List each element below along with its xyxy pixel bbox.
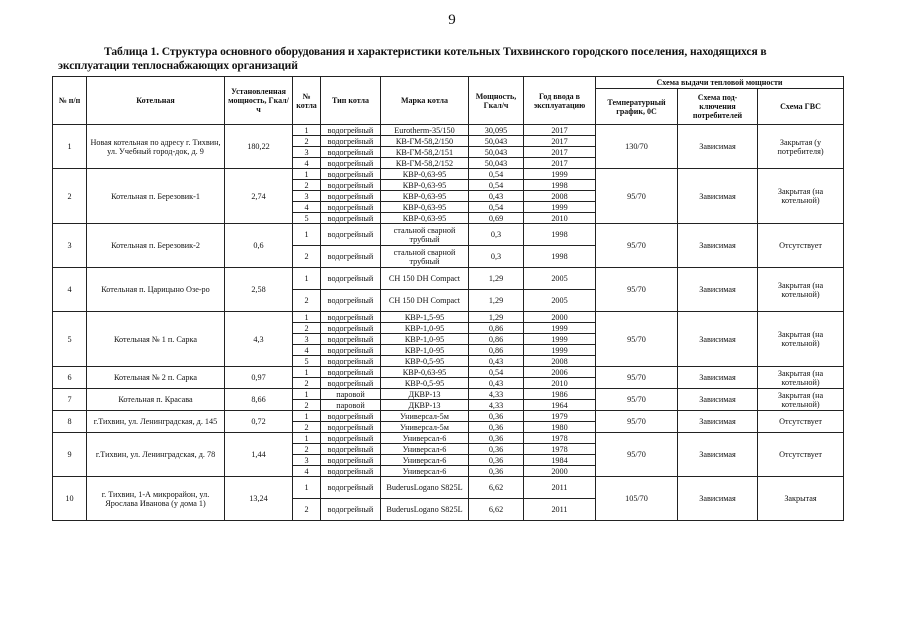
boiler-brand: КВР-1,0-95 <box>381 345 469 356</box>
table-caption <box>58 45 888 73</box>
boiler-year: 1999 <box>524 323 596 334</box>
row-num: 5 <box>53 312 87 367</box>
boiler-year: 1999 <box>524 202 596 213</box>
boiler-brand: BuderusLogano S825L <box>381 499 469 521</box>
boiler-num: 4 <box>293 202 321 213</box>
boiler-power: 6,62 <box>469 499 524 521</box>
boiler-power: 0,43 <box>469 356 524 367</box>
connection-scheme: Зависимая <box>678 125 758 169</box>
header-connection-scheme: Схема под-ключения потребителей <box>678 89 758 125</box>
boiler-power: 0,54 <box>469 202 524 213</box>
boiler-power: 1,29 <box>469 268 524 290</box>
connection-scheme: Зависимая <box>678 477 758 521</box>
connection-scheme: Зависимая <box>678 268 758 312</box>
boiler-type: водогрейный <box>321 334 381 345</box>
installed-power: 8,66 <box>225 389 293 411</box>
boiler-year: 2017 <box>524 125 596 136</box>
boiler-num: 2 <box>293 400 321 411</box>
boiler-type: водогрейный <box>321 213 381 224</box>
boiler-brand: Универсал-6 <box>381 455 469 466</box>
boiler-num: 4 <box>293 345 321 356</box>
boiler-type: паровой <box>321 400 381 411</box>
boiler-type: водогрейный <box>321 202 381 213</box>
installed-power: 2,74 <box>225 169 293 224</box>
boiler-brand: КВР-0,63-95 <box>381 213 469 224</box>
table-body <box>53 125 844 521</box>
table-row <box>53 367 844 378</box>
boiler-year: 2005 <box>524 290 596 312</box>
header-boiler-num: № котла <box>293 77 321 125</box>
hot-water-scheme: Закрытая (на котельной) <box>758 268 844 312</box>
boiler-num: 2 <box>293 444 321 455</box>
boiler-num: 1 <box>293 169 321 180</box>
temp-schedule: 95/70 <box>596 411 678 433</box>
boiler-brand: ДКВР-13 <box>381 400 469 411</box>
boiler-power: 0,86 <box>469 334 524 345</box>
boiler-num: 1 <box>293 389 321 400</box>
boiler-brand: КВР-1,0-95 <box>381 334 469 345</box>
boiler-year: 2008 <box>524 191 596 202</box>
connection-scheme: Зависимая <box>678 312 758 367</box>
boiler-brand: CH 150 DH Compact <box>381 290 469 312</box>
boiler-type: водогрейный <box>321 367 381 378</box>
boiler-brand: КВР-0,63-95 <box>381 202 469 213</box>
boiler-num: 4 <box>293 466 321 477</box>
row-num: 7 <box>53 389 87 411</box>
boiler-num: 3 <box>293 147 321 158</box>
boiler-num: 5 <box>293 213 321 224</box>
boiler-year: 2011 <box>524 477 596 499</box>
boiler-power: 0,3 <box>469 246 524 268</box>
row-num: 1 <box>53 125 87 169</box>
header-hot-water-scheme: Схема ГВС <box>758 89 844 125</box>
boiler-brand: CH 150 DH Compact <box>381 268 469 290</box>
boiler-year: 1999 <box>524 334 596 345</box>
connection-scheme: Зависимая <box>678 367 758 389</box>
boiler-num: 1 <box>293 411 321 422</box>
boiler-type: водогрейный <box>321 422 381 433</box>
boiler-type: водогрейный <box>321 180 381 191</box>
boiler-num: 1 <box>293 477 321 499</box>
boiler-year: 2010 <box>524 378 596 389</box>
installed-power: 2,58 <box>225 268 293 312</box>
boiler-type: водогрейный <box>321 378 381 389</box>
boiler-power: 30,095 <box>469 125 524 136</box>
row-num: 3 <box>53 224 87 268</box>
row-num: 8 <box>53 411 87 433</box>
boiler-brand: Универсал-6 <box>381 466 469 477</box>
boiler-brand: КВР-0,63-95 <box>381 191 469 202</box>
caption-line-2: эксплуатации теплоснабжающих организаций <box>58 59 298 72</box>
boiler-power: 0,36 <box>469 411 524 422</box>
boiler-power: 0,86 <box>469 345 524 356</box>
boiler-house-name: Котельная п. Красава <box>87 389 225 411</box>
boiler-power: 0,3 <box>469 224 524 246</box>
header-num: № п/п <box>53 77 87 125</box>
boiler-house-name: Котельная п. Царицыно Озе-ро <box>87 268 225 312</box>
boiler-power: 50,043 <box>469 136 524 147</box>
boiler-num: 4 <box>293 158 321 169</box>
installed-power: 13,24 <box>225 477 293 521</box>
boiler-num: 1 <box>293 367 321 378</box>
boiler-year: 1964 <box>524 400 596 411</box>
boiler-brand: стальной сварной трубный <box>381 246 469 268</box>
boiler-type: водогрейный <box>321 411 381 422</box>
boiler-power: 0,54 <box>469 367 524 378</box>
boiler-year: 2000 <box>524 466 596 477</box>
boiler-house-name: Котельная п. Березовик-1 <box>87 169 225 224</box>
table-row <box>53 411 844 422</box>
installed-power: 180,22 <box>225 125 293 169</box>
boiler-power: 0,86 <box>469 323 524 334</box>
boiler-power: 0,69 <box>469 213 524 224</box>
table-row <box>53 169 844 180</box>
header-year: Год ввода в эксплуатацию <box>524 77 596 125</box>
boiler-num: 1 <box>293 224 321 246</box>
hot-water-scheme: Закрытая (на котельной) <box>758 389 844 411</box>
boiler-year: 2010 <box>524 213 596 224</box>
connection-scheme: Зависимая <box>678 224 758 268</box>
boiler-power: 50,043 <box>469 147 524 158</box>
boiler-year: 2017 <box>524 147 596 158</box>
hot-water-scheme: Закрытая (у потребителя) <box>758 125 844 169</box>
boiler-num: 5 <box>293 356 321 367</box>
table-row <box>53 389 844 400</box>
boiler-num: 2 <box>293 290 321 312</box>
boiler-year: 1980 <box>524 422 596 433</box>
boiler-power: 1,29 <box>469 290 524 312</box>
boiler-type: водогрейный <box>321 356 381 367</box>
boiler-year: 1978 <box>524 433 596 444</box>
boiler-brand: КВР-1,0-95 <box>381 323 469 334</box>
boiler-num: 3 <box>293 455 321 466</box>
hot-water-scheme: Закрытая (на котельной) <box>758 367 844 389</box>
header-installed-power: Установленная мощность, Гкал/ч <box>225 77 293 125</box>
temp-schedule: 95/70 <box>596 224 678 268</box>
caption-line-1: Таблица 1. Структура основного оборудования и характеристики котельных Тихвинского городского поселения, находящихся в <box>104 45 767 58</box>
table-header <box>53 77 844 125</box>
boiler-type: водогрейный <box>321 323 381 334</box>
connection-scheme: Зависимая <box>678 389 758 411</box>
installed-power: 0,97 <box>225 367 293 389</box>
boiler-type: водогрейный <box>321 136 381 147</box>
boiler-brand: Универсал-6 <box>381 444 469 455</box>
boiler-power: 0,36 <box>469 444 524 455</box>
header-scheme-group: Схема выдачи тепловой мощности <box>596 77 844 89</box>
connection-scheme: Зависимая <box>678 433 758 477</box>
boiler-year: 1979 <box>524 411 596 422</box>
temp-schedule: 95/70 <box>596 169 678 224</box>
page-number: 9 <box>448 12 456 28</box>
row-num: 2 <box>53 169 87 224</box>
installed-power: 0,72 <box>225 411 293 433</box>
boiler-year: 1998 <box>524 180 596 191</box>
hot-water-scheme: Закрытая <box>758 477 844 521</box>
boiler-num: 1 <box>293 268 321 290</box>
boiler-year: 2011 <box>524 499 596 521</box>
boiler-num: 1 <box>293 125 321 136</box>
boiler-year: 2006 <box>524 367 596 378</box>
header-boiler-type: Тип котла <box>321 77 381 125</box>
boiler-house-name: г.Тихвин, ул. Ленинградская, д. 145 <box>87 411 225 433</box>
boiler-num: 1 <box>293 312 321 323</box>
temp-schedule: 95/70 <box>596 433 678 477</box>
table-row <box>53 477 844 499</box>
boiler-type: водогрейный <box>321 158 381 169</box>
boiler-num: 2 <box>293 323 321 334</box>
equipment-table <box>52 76 844 521</box>
boiler-type: водогрейный <box>321 466 381 477</box>
installed-power: 0,6 <box>225 224 293 268</box>
boiler-num: 1 <box>293 433 321 444</box>
boiler-year: 2008 <box>524 356 596 367</box>
boiler-brand: КВ-ГМ-58,2/150 <box>381 136 469 147</box>
boiler-year: 2017 <box>524 158 596 169</box>
table-row <box>53 433 844 444</box>
temp-schedule: 130/70 <box>596 125 678 169</box>
boiler-type: водогрейный <box>321 499 381 521</box>
boiler-num: 2 <box>293 246 321 268</box>
boiler-num: 2 <box>293 499 321 521</box>
boiler-type: водогрейный <box>321 433 381 444</box>
temp-schedule: 95/70 <box>596 312 678 367</box>
hot-water-scheme: Отсутствует <box>758 411 844 433</box>
boiler-year: 2017 <box>524 136 596 147</box>
boiler-year: 2000 <box>524 312 596 323</box>
boiler-power: 0,43 <box>469 378 524 389</box>
boiler-power: 4,33 <box>469 389 524 400</box>
hot-water-scheme: Отсутствует <box>758 433 844 477</box>
boiler-house-name: Котельная № 1 п. Сарка <box>87 312 225 367</box>
boiler-brand: КВР-0,5-95 <box>381 378 469 389</box>
installed-power: 1,44 <box>225 433 293 477</box>
boiler-house-name: Котельная п. Березовик-2 <box>87 224 225 268</box>
boiler-year: 1999 <box>524 345 596 356</box>
row-num: 10 <box>53 477 87 521</box>
boiler-year: 2005 <box>524 268 596 290</box>
connection-scheme: Зависимая <box>678 169 758 224</box>
boiler-type: водогрейный <box>321 147 381 158</box>
header-boiler-brand: Марка котла <box>381 77 469 125</box>
boiler-type: водогрейный <box>321 191 381 202</box>
header-boiler-house: Котельная <box>87 77 225 125</box>
boiler-power: 0,43 <box>469 191 524 202</box>
boiler-year: 1999 <box>524 169 596 180</box>
boiler-brand: ДКВР-13 <box>381 389 469 400</box>
boiler-house-name: Новая котельная по адресу г. Тихвин, ул. Учебный город-док, д. 9 <box>87 125 225 169</box>
table-row <box>53 312 844 323</box>
table-row <box>53 224 844 246</box>
boiler-num: 2 <box>293 136 321 147</box>
boiler-num: 2 <box>293 180 321 191</box>
boiler-power: 4,33 <box>469 400 524 411</box>
boiler-year: 1998 <box>524 246 596 268</box>
boiler-year: 1986 <box>524 389 596 400</box>
temp-schedule: 105/70 <box>596 477 678 521</box>
boiler-brand: Eurotherm-35/150 <box>381 125 469 136</box>
boiler-type: водогрейный <box>321 455 381 466</box>
boiler-brand: КВР-0,63-95 <box>381 367 469 378</box>
boiler-type: водогрейный <box>321 290 381 312</box>
boiler-type: водогрейный <box>321 125 381 136</box>
header-power: Мощность, Гкал/ч <box>469 77 524 125</box>
boiler-num: 2 <box>293 422 321 433</box>
boiler-year: 1998 <box>524 224 596 246</box>
boiler-type: водогрейный <box>321 477 381 499</box>
boiler-type: водогрейный <box>321 246 381 268</box>
boiler-house-name: г.Тихвин, ул. Ленинградская, д. 78 <box>87 433 225 477</box>
boiler-power: 1,29 <box>469 312 524 323</box>
boiler-brand: КВР-1,5-95 <box>381 312 469 323</box>
boiler-brand: КВР-0,5-95 <box>381 356 469 367</box>
boiler-brand: BuderusLogano S825L <box>381 477 469 499</box>
boiler-brand: стальной сварной трубный <box>381 224 469 246</box>
table-row <box>53 125 844 136</box>
connection-scheme: Зависимая <box>678 411 758 433</box>
temp-schedule: 95/70 <box>596 268 678 312</box>
boiler-brand: КВР-0,63-95 <box>381 180 469 191</box>
hot-water-scheme: Закрытая (на котельной) <box>758 169 844 224</box>
boiler-year: 1978 <box>524 444 596 455</box>
installed-power: 4,3 <box>225 312 293 367</box>
temp-schedule: 95/70 <box>596 367 678 389</box>
boiler-house-name: Котельная № 2 п. Сарка <box>87 367 225 389</box>
boiler-year: 1984 <box>524 455 596 466</box>
row-num: 6 <box>53 367 87 389</box>
boiler-num: 2 <box>293 378 321 389</box>
boiler-power: 50,043 <box>469 158 524 169</box>
boiler-num: 3 <box>293 191 321 202</box>
row-num: 4 <box>53 268 87 312</box>
boiler-power: 6,62 <box>469 477 524 499</box>
temp-schedule: 95/70 <box>596 389 678 411</box>
boiler-power: 0,36 <box>469 455 524 466</box>
boiler-brand: Универсал-5м <box>381 422 469 433</box>
header-temp-schedule: Температурный график, 0С <box>596 89 678 125</box>
boiler-brand: КВ-ГМ-58,2/151 <box>381 147 469 158</box>
boiler-power: 0,36 <box>469 433 524 444</box>
boiler-brand: Универсал-5м <box>381 411 469 422</box>
boiler-type: водогрейный <box>321 444 381 455</box>
hot-water-scheme: Закрытая (на котельной) <box>758 312 844 367</box>
boiler-type: паровой <box>321 389 381 400</box>
table-row <box>53 268 844 290</box>
boiler-type: водогрейный <box>321 224 381 246</box>
boiler-house-name: г. Тихвин, 1-А микрорайон, ул. Ярослава Иванова (у дома 1) <box>87 477 225 521</box>
boiler-power: 0,54 <box>469 169 524 180</box>
row-num: 9 <box>53 433 87 477</box>
boiler-brand: КВ-ГМ-58,2/152 <box>381 158 469 169</box>
boiler-brand: Универсал-6 <box>381 433 469 444</box>
boiler-type: водогрейный <box>321 312 381 323</box>
boiler-type: водогрейный <box>321 345 381 356</box>
boiler-power: 0,36 <box>469 466 524 477</box>
boiler-type: водогрейный <box>321 268 381 290</box>
boiler-power: 0,36 <box>469 422 524 433</box>
boiler-type: водогрейный <box>321 169 381 180</box>
boiler-brand: КВР-0,63-95 <box>381 169 469 180</box>
hot-water-scheme: Отсутствует <box>758 224 844 268</box>
boiler-num: 3 <box>293 334 321 345</box>
boiler-power: 0,54 <box>469 180 524 191</box>
